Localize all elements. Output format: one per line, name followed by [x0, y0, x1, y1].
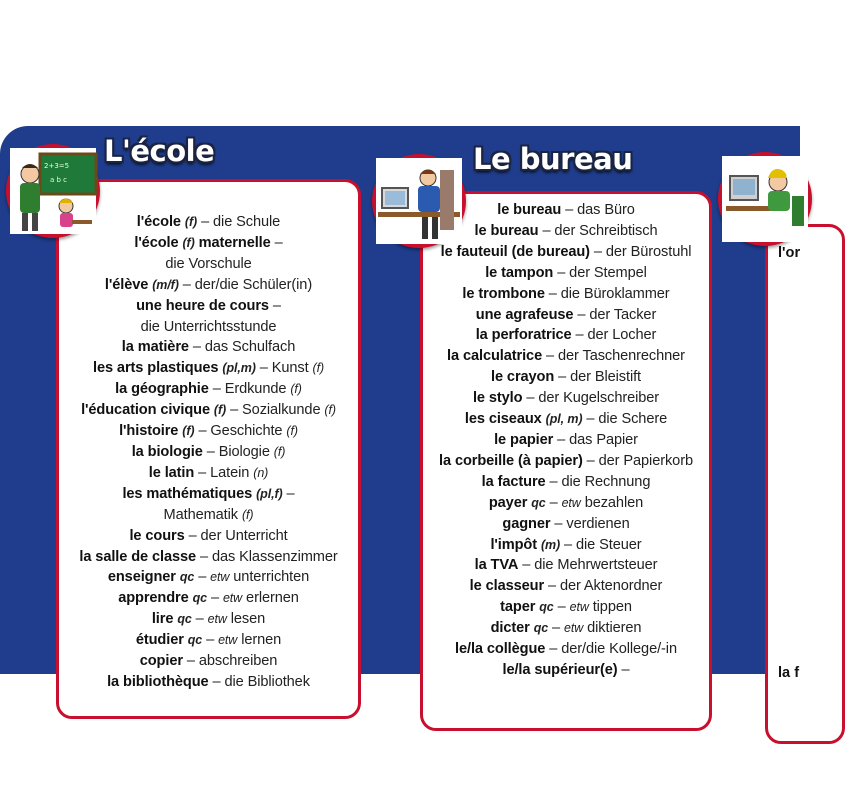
german-translation: –: [553, 599, 570, 616]
french-term: la matière: [121, 339, 189, 356]
french-term: la facture: [481, 473, 546, 490]
vocab-entry: [59, 630, 358, 651]
vocab-entry: [59, 567, 358, 588]
french-term: l'éducation civique: [81, 402, 214, 419]
grammar-note: qc: [187, 633, 203, 648]
cut-entry-2: la f: [778, 665, 800, 681]
german-translation: –: [268, 297, 281, 314]
grammar-note: qc: [192, 591, 207, 606]
german-translation: – der Locher: [571, 327, 657, 344]
german-translation: – abschreiben: [182, 653, 278, 670]
vocab-entry: [423, 493, 709, 514]
grammar-note: (pl,m): [222, 361, 256, 376]
french-term: taper: [500, 599, 540, 616]
ecole-card: [56, 179, 361, 719]
german-translation: – der Schreibtisch: [538, 222, 658, 239]
french-term: la salle de classe: [79, 548, 197, 565]
vocab-entry: [59, 609, 358, 630]
french-term: la TVA: [474, 557, 519, 574]
french-term: la corbeille (à papier): [439, 452, 583, 469]
german-translation: – das Büro: [561, 202, 635, 218]
french-term: l'impôt: [490, 536, 541, 553]
vocab-entry: [59, 317, 358, 338]
third-card: [765, 224, 845, 744]
german-translation: – die Mehrwertsteuer: [518, 557, 658, 574]
grammar-note: (f): [182, 235, 195, 250]
grammar-note: (n): [253, 465, 269, 480]
german-translation: –: [545, 494, 562, 511]
german-translation: – Latein: [194, 464, 254, 481]
french-term: enseigner: [107, 569, 180, 586]
vocab-entry: [59, 275, 358, 296]
german-translation: –: [194, 569, 211, 586]
german-translation: –: [617, 661, 630, 678]
french-term: l'histoire: [119, 423, 183, 440]
german-translation: – der Tacker: [573, 306, 657, 323]
german-translation: – die Schule: [197, 214, 281, 230]
french-term: maternelle: [194, 234, 271, 251]
vocab-entry: [423, 388, 709, 409]
french-term: l'école: [134, 234, 183, 251]
german-translation: – Erdkunde: [208, 381, 291, 398]
french-term: le bureau: [497, 202, 562, 218]
grammar-note: qc: [539, 600, 554, 615]
german-translation: – der Bleistift: [554, 369, 641, 386]
vocab-entry: [59, 337, 358, 358]
grammar-note: etw: [561, 495, 581, 510]
german-translation: diktieren: [583, 620, 642, 637]
french-term: le bureau: [474, 222, 539, 239]
vocab-entry: [423, 367, 709, 388]
grammar-note: (f): [182, 424, 195, 439]
german-translation: Mathematik: [163, 506, 242, 523]
grammar-note: etw: [207, 612, 227, 627]
grammar-note: etw: [569, 600, 589, 615]
german-translation: – der Kugelschreiber: [522, 390, 660, 407]
french-term: une heure de cours: [136, 297, 269, 314]
french-term: dicter: [490, 620, 534, 637]
french-term: le latin: [148, 464, 195, 481]
ecole-vocabulary-list: [59, 212, 358, 693]
german-translation: – die Rechnung: [545, 473, 651, 490]
vocab-entry: [423, 242, 709, 263]
vocab-entry: [423, 263, 709, 284]
vocab-entry: [59, 547, 358, 568]
german-translation: erlernen: [242, 590, 299, 607]
office-worker-icon: [372, 154, 466, 248]
german-translation: – der Taschenrechner: [542, 348, 685, 365]
german-translation: –: [191, 611, 208, 628]
french-term: le/la supérieur(e): [502, 661, 618, 678]
grammar-note: (f): [324, 403, 336, 418]
german-translation: –: [270, 234, 283, 251]
vocab-entry: [59, 526, 358, 547]
vocab-entry: [423, 305, 709, 326]
french-term: apprendre: [118, 590, 193, 607]
german-translation: – das Schulfach: [188, 339, 296, 356]
grammar-note: (m/f): [152, 277, 179, 292]
french-term: le crayon: [491, 369, 555, 386]
french-term: les ciseaux: [464, 411, 546, 428]
grammar-note: qc: [179, 570, 195, 585]
french-term: payer: [488, 494, 532, 511]
german-translation: – die Bibliothek: [208, 673, 310, 690]
vocab-entry: [423, 514, 709, 535]
vocab-entry: [423, 618, 709, 639]
vocab-entry: [59, 651, 358, 672]
french-term: l'école: [136, 214, 185, 230]
german-translation: – der Papierkorb: [582, 452, 693, 469]
german-translation: – der Stempel: [553, 264, 647, 281]
german-translation: tippen: [588, 599, 632, 616]
vocab-entry: [423, 325, 709, 346]
vocab-entry: [423, 576, 709, 597]
german-translation: unterrichten: [229, 569, 310, 586]
vocab-entry: [59, 379, 358, 400]
french-term: le tampon: [485, 264, 554, 281]
vocab-entry: [423, 451, 709, 472]
german-translation: – Biologie: [202, 443, 274, 460]
vocabulary-poster: [0, 126, 801, 690]
grammar-note: (f): [213, 403, 227, 418]
vocab-entry: [423, 221, 709, 242]
vocab-entry: [423, 409, 709, 430]
vocab-entry: [59, 484, 358, 505]
german-translation: – der Unterricht: [184, 527, 288, 544]
vocab-entry: [59, 233, 358, 254]
vocab-entry: [423, 346, 709, 367]
grammar-note: (m): [540, 537, 561, 552]
german-translation: – das Klassenzimmer: [196, 548, 338, 565]
grammar-note: (f): [241, 507, 254, 522]
bureau-card: [420, 191, 712, 731]
classroom-icon: [6, 144, 100, 238]
vocab-entry: [423, 430, 709, 451]
bureau-title: Le bureau: [473, 142, 633, 176]
svg-text:2+3=5: 2+3=5: [44, 162, 70, 170]
german-translation: – Sozialkunde: [226, 402, 325, 419]
french-term: lire: [151, 611, 178, 628]
grammar-note: (f): [290, 382, 302, 397]
french-term: le stylo: [472, 390, 523, 407]
vocab-entry: [59, 212, 358, 233]
french-term: gagner: [502, 515, 551, 532]
german-translation: –: [282, 485, 295, 502]
grammar-note: (pl, m): [545, 412, 583, 427]
german-translation: –: [202, 632, 219, 649]
german-translation: lesen: [226, 611, 266, 628]
german-translation: – die Büroklammer: [544, 285, 670, 302]
german-translation: –: [548, 620, 565, 637]
vocab-entry: [423, 555, 709, 576]
grammar-note: etw: [218, 633, 238, 648]
german-translation: – der Aktenordner: [544, 578, 663, 595]
french-term: la perforatrice: [475, 327, 572, 344]
french-term: le/la collègue: [455, 641, 546, 658]
french-term: le classeur: [469, 578, 545, 595]
vocab-entry: [423, 472, 709, 493]
grammar-note: (f): [273, 444, 286, 459]
grammar-note: qc: [177, 612, 192, 627]
french-term: les mathématiques: [122, 485, 257, 502]
vocab-entry: [59, 296, 358, 317]
bureau-vocabulary-list: [423, 200, 709, 681]
grammar-note: (f): [312, 361, 325, 376]
french-term: la bibliothèque: [107, 673, 209, 690]
french-term: le papier: [494, 431, 554, 448]
vocab-entry: [59, 421, 358, 442]
grammar-note: qc: [531, 495, 546, 510]
german-translation: – der/die Schüler(in): [178, 276, 313, 293]
german-translation: – verdienen: [550, 515, 630, 532]
french-term: le trombone: [462, 285, 545, 302]
german-translation: – das Papier: [553, 431, 638, 448]
vocab-entry: [59, 254, 358, 275]
ecole-title: L'école: [104, 134, 215, 168]
vocab-entry: [423, 660, 709, 681]
german-translation: – der/die Kollege/-in: [545, 641, 677, 658]
vocab-entry: [59, 463, 358, 484]
german-translation: –: [207, 590, 223, 607]
german-translation: – Geschichte: [194, 423, 287, 440]
german-translation: bezahlen: [580, 494, 644, 511]
german-translation: – die Steuer: [560, 536, 642, 553]
german-translation: die Unterrichtsstunde: [140, 318, 277, 335]
grammar-note: qc: [533, 621, 549, 636]
french-term: étudier: [135, 632, 188, 649]
french-term: la biologie: [131, 443, 203, 460]
grammar-note: etw: [222, 591, 243, 606]
grammar-note: (f): [184, 215, 198, 229]
vocab-entry: [423, 535, 709, 556]
vocab-entry: [423, 639, 709, 660]
grammar-note: (pl,f): [256, 486, 283, 501]
computer-kid-icon: [718, 152, 812, 246]
vocab-entry: [59, 442, 358, 463]
french-term: l'élève: [104, 276, 153, 293]
vocab-entry: [59, 672, 358, 693]
german-translation: – Kunst: [255, 360, 313, 377]
cut-entry-1: l'or: [778, 245, 801, 261]
vocab-entry: [423, 284, 709, 305]
french-term: les arts plastiques: [92, 360, 223, 377]
french-term: une agrafeuse: [475, 306, 574, 323]
vocab-entry: [423, 597, 709, 618]
german-translation: – die Schere: [582, 411, 668, 428]
french-term: le fauteuil (de bureau): [440, 243, 590, 260]
grammar-note: etw: [564, 621, 584, 636]
german-translation: die Vorschule: [165, 255, 252, 272]
grammar-note: etw: [210, 570, 230, 585]
german-translation: lernen: [237, 632, 282, 649]
french-term: le cours: [129, 527, 185, 544]
french-term: copier: [139, 653, 183, 670]
vocab-entry: [59, 505, 358, 526]
vocab-entry: [59, 358, 358, 379]
grammar-note: (f): [286, 424, 298, 439]
german-translation: – der Bürostuhl: [589, 243, 692, 260]
french-term: la géographie: [115, 381, 209, 398]
vocab-entry: [59, 400, 358, 421]
french-term: la calculatrice: [447, 348, 543, 365]
vocab-entry: [59, 588, 358, 609]
svg-text:a b c: a b c: [50, 176, 68, 184]
